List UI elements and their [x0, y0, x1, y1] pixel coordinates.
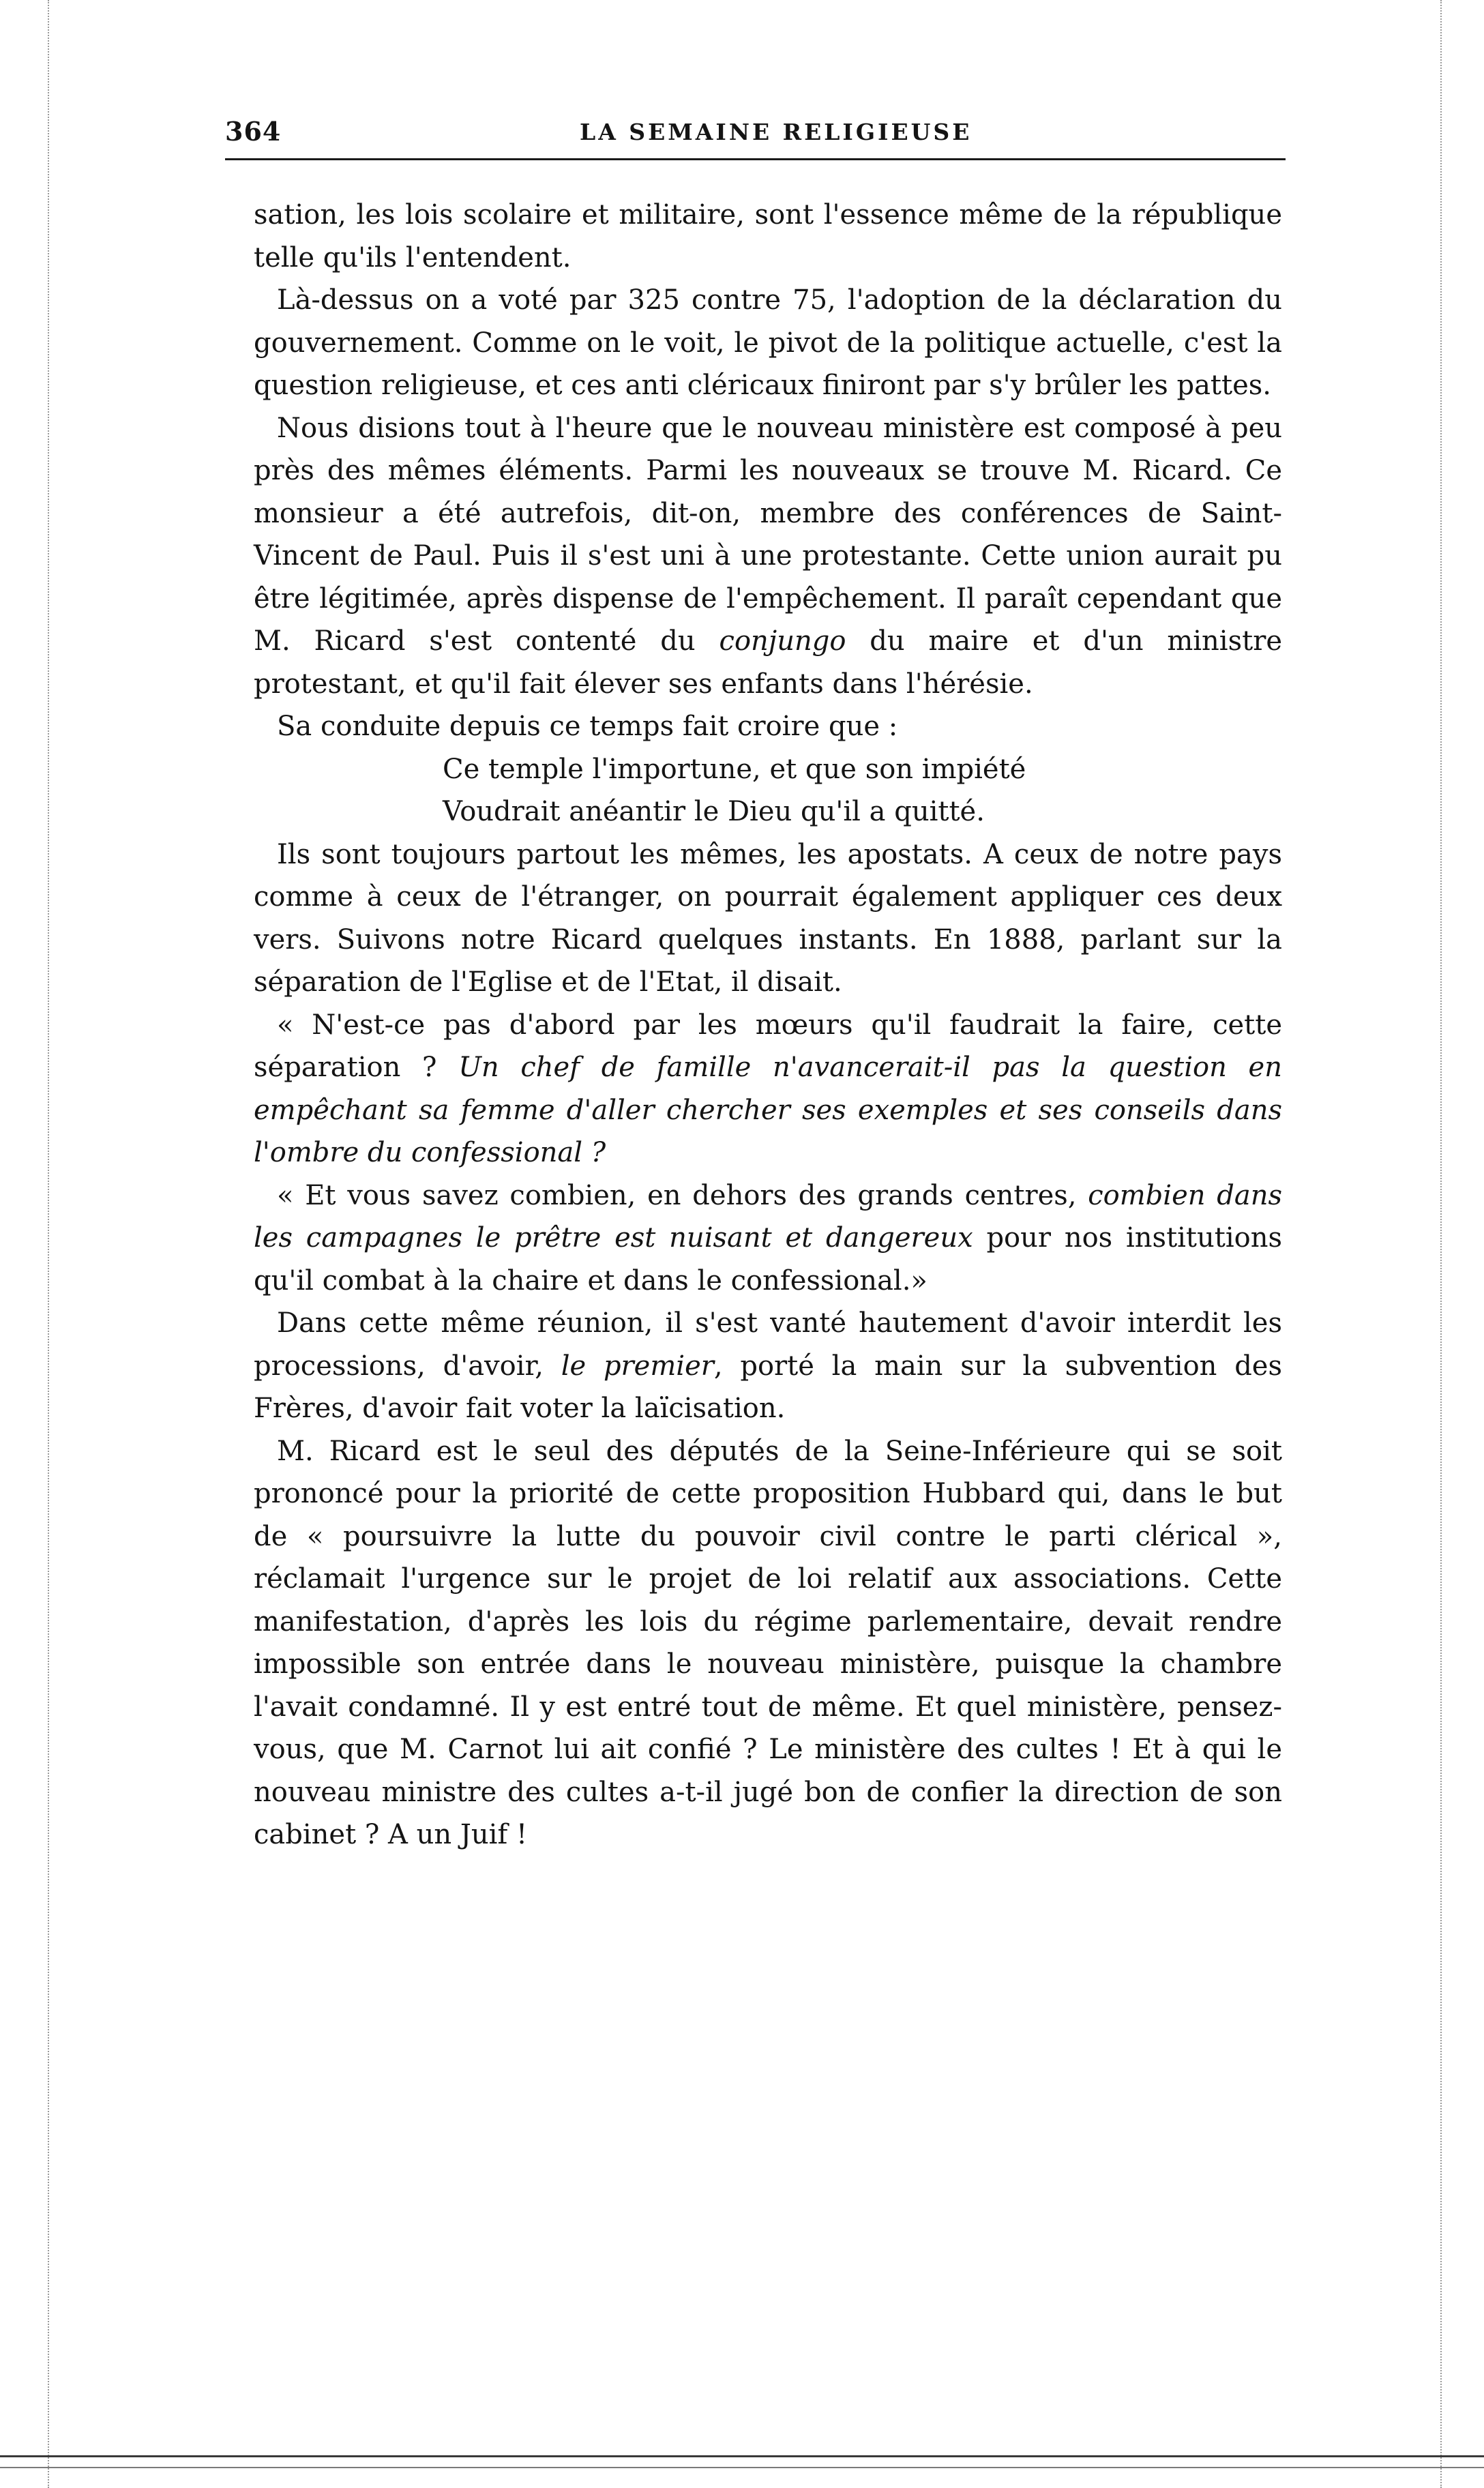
- paragraph-3-text: Nous disions tout à l'heure que le nouveau ministère est composé à peu près des mêmes éléments. Parmi les nouveaux se trouve M. Ricard. Ce monsieur a été autrefois, dit-on, membre des conférences de Saint-Vincent de Paul. Puis il s'est uni à une protestante. Cette union aurait pu être légitimée, après dispense de l'empêchement. Il paraît cependant que M. Ricard s'est contenté du: [254, 412, 1282, 657]
- bottom-page-edge: [0, 2455, 1484, 2468]
- paragraph-1-text: sation, les lois scolaire et militaire, sont l'essence même de la république telle qu'ils l'entendent.: [254, 199, 1282, 273]
- verse-line-1: Ce temple l'importune, et que son impiété: [443, 753, 1026, 785]
- page-header: [225, 116, 1286, 164]
- paragraph-3-after: du maire et d'un ministre protestant, et qu'il fait élever ses enfants dans l'hérésie.: [254, 625, 1282, 700]
- paragraph-3: [254, 407, 1282, 706]
- running-title: LA SEMAINE RELIGIEUSE: [580, 119, 973, 145]
- paragraph-1: [254, 194, 1282, 279]
- paragraph-8-text: Dans cette même réunion, il s'est vanté hautement d'avoir interdit les processions, d'avoir,: [254, 1307, 1282, 1382]
- paragraph-2: [254, 279, 1282, 407]
- paragraph-7-after: pour nos institutions qu'il combat à la chaire et dans le confessional.»: [254, 1222, 1283, 1297]
- page-number: 364: [225, 116, 282, 147]
- paragraph-9-text: M. Ricard est le seul des députés de la Seine-Inférieure qui se soit prononcé pour la priorité de cette proposition Hubbard qui, dans le but de « poursuivre la lutte du pouvoir civil contre le parti clérical », réclamait l'urgence sur le projet de loi relatif aux associations. Cette manifestation, d'après les lois du régime parlementaire, devait rendre impossible son entrée dans le nouveau ministère, puisque la chambre l'avait condamné. Il y est entré tout de même. Et quel ministère, pensez-vous, que M. Carnot lui ait confié ? Le ministère des cultes ! Et à qui le nouveau ministre des cultes a-t-il jugé bon de confier la direction de son cabinet ? A un Juif !: [254, 1435, 1282, 1850]
- verse-line-2: Voudrait anéantir le Dieu qu'il a quitté.: [443, 796, 985, 827]
- paragraph-7: [254, 1174, 1282, 1303]
- header-rule: [225, 158, 1286, 160]
- body-text: [254, 194, 1282, 1856]
- paragraph-6-italic: Un chef de famille n'avancerait-il pas la question en empêchant sa femme d'aller chercher ses exemples et ses conseils dans l'ombre du confessional ?: [254, 1052, 1282, 1168]
- paragraph-6-text: « N'est-ce pas d'abord par les mœurs qu'il faudrait la faire, cette séparation ?: [254, 1009, 1282, 1083]
- paragraph-2-text: Là-dessus on a voté par 325 contre 75, l'adoption de la déclaration du gouvernement. Comme on le voit, le pivot de la politique actuelle, c'est la question religieuse, et ces anti cléricaux finiront par s'y brûler les pattes.: [254, 284, 1282, 401]
- paragraph-8-italic: le premier: [561, 1350, 714, 1382]
- paragraph-5: [254, 833, 1282, 1004]
- paragraph-8-after: , porté la main sur la subvention des Frères, d'avoir fait voter la laïcisation.: [254, 1350, 1282, 1424]
- paragraph-3-italic: conjungo: [719, 625, 846, 657]
- paragraph-5-text: Ils sont toujours partout les mêmes, les apostats. A ceux de notre pays comme à ceux de l'étranger, on pourrait également appliquer ces deux vers. Suivons notre Ricard quelques instants. En 1888, parlant sur la séparation de l'Eglise et de l'Etat, il disait.: [254, 838, 1282, 998]
- paragraph-9: [254, 1430, 1282, 1856]
- left-page-edge: [0, 0, 49, 2488]
- paragraph-8: [254, 1302, 1282, 1430]
- paragraph-4: [254, 705, 1282, 748]
- paragraph-6: [254, 1004, 1282, 1174]
- right-page-edge: [1440, 0, 1484, 2488]
- verse-quotation: [254, 748, 1282, 833]
- paragraph-7-italic: combien dans les campagnes le prêtre est nuisant et dangereux: [254, 1179, 1282, 1254]
- paragraph-7-text: « Et vous savez combien, en dehors des grands centres,: [277, 1179, 1088, 1211]
- paragraph-4-text: Sa conduite depuis ce temps fait croire que :: [277, 711, 898, 742]
